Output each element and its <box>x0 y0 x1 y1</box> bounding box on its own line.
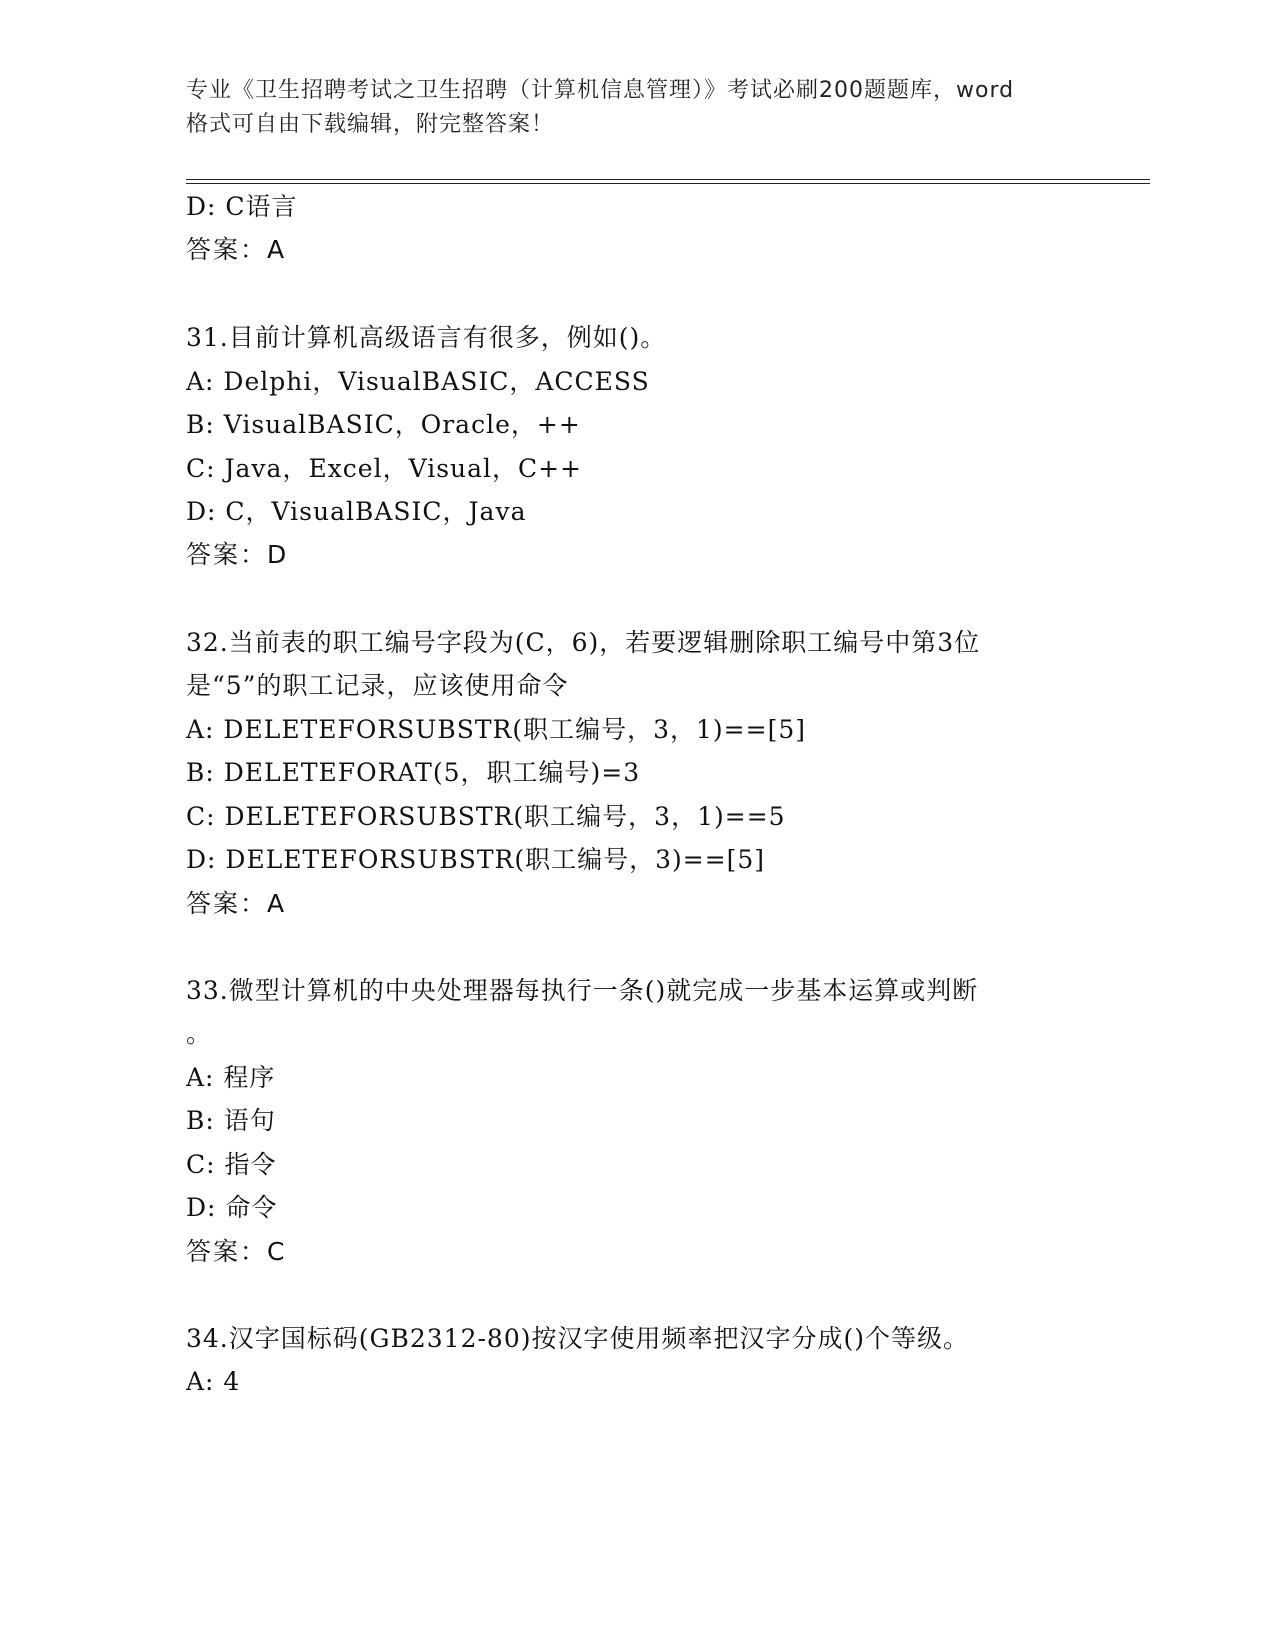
q31-option-b: B: VisualBASIC，Oracle，++ <box>186 410 581 439</box>
q32-option-a: A: DELETEFORSUBSTR(职工编号，3，1)==[5] <box>186 715 806 744</box>
q31-option-a: A: Delphi，VisualBASIC，ACCESS <box>186 367 650 396</box>
q32-option-c: C: DELETEFORSUBSTR(职工编号，3，1)==5 <box>186 802 786 831</box>
q33-question-line-2: 。 <box>186 1019 213 1048</box>
q31-option-c: C: Java，Excel，Visual，C++ <box>186 454 583 483</box>
q33-option-d: D: 命令 <box>186 1193 278 1222</box>
document-header <box>186 74 1086 142</box>
q32-option-d: D: DELETEFORSUBSTR(职工编号，3)==[5] <box>186 845 766 874</box>
header-title-line-1: 专业《卫生招聘考试之卫生招聘（计算机信息管理）》考试必刷200题题库，word <box>186 78 1015 103</box>
q33-option-b: B: 语句 <box>186 1106 276 1135</box>
q31-option-d: D: C，VisualBASIC，Java <box>186 497 527 526</box>
q34-question: 34.汉字国标码(GB2312-80)按汉字使用频率把汉字分成()个等级。 <box>186 1324 969 1353</box>
q33-question-line-1: 33.微型计算机的中央处理器每执行一条()就完成一步基本运算或判断 <box>186 976 979 1005</box>
header-divider-bottom <box>186 183 1150 184</box>
header-title-line-2: 格式可自由下载编辑，附完整答案！ <box>186 112 555 137</box>
q32-option-b: B: DELETEFORAT(5，职工编号)=3 <box>186 758 641 787</box>
q33-option-c: C: 指令 <box>186 1150 277 1179</box>
q32-question-line-2: 是“5”的职工记录，应该使用命令 <box>186 671 569 700</box>
q32-question-line-1: 32.当前表的职工编号字段为(C，6)，若要逻辑删除职工编号中第3位 <box>186 628 981 657</box>
header-divider-top <box>186 179 1150 180</box>
q34-option-a: A: 4 <box>186 1367 241 1396</box>
prev-answer: 答案：A <box>186 235 287 264</box>
q32-answer: 答案：A <box>186 889 287 918</box>
q33-option-a: A: 程序 <box>186 1063 276 1092</box>
q33-answer: 答案：C <box>186 1237 287 1266</box>
prev-option-d: D: C语言 <box>186 192 298 221</box>
q31-question: 31.目前计算机高级语言有很多，例如()。 <box>186 323 667 352</box>
q31-answer: 答案：D <box>186 540 289 569</box>
